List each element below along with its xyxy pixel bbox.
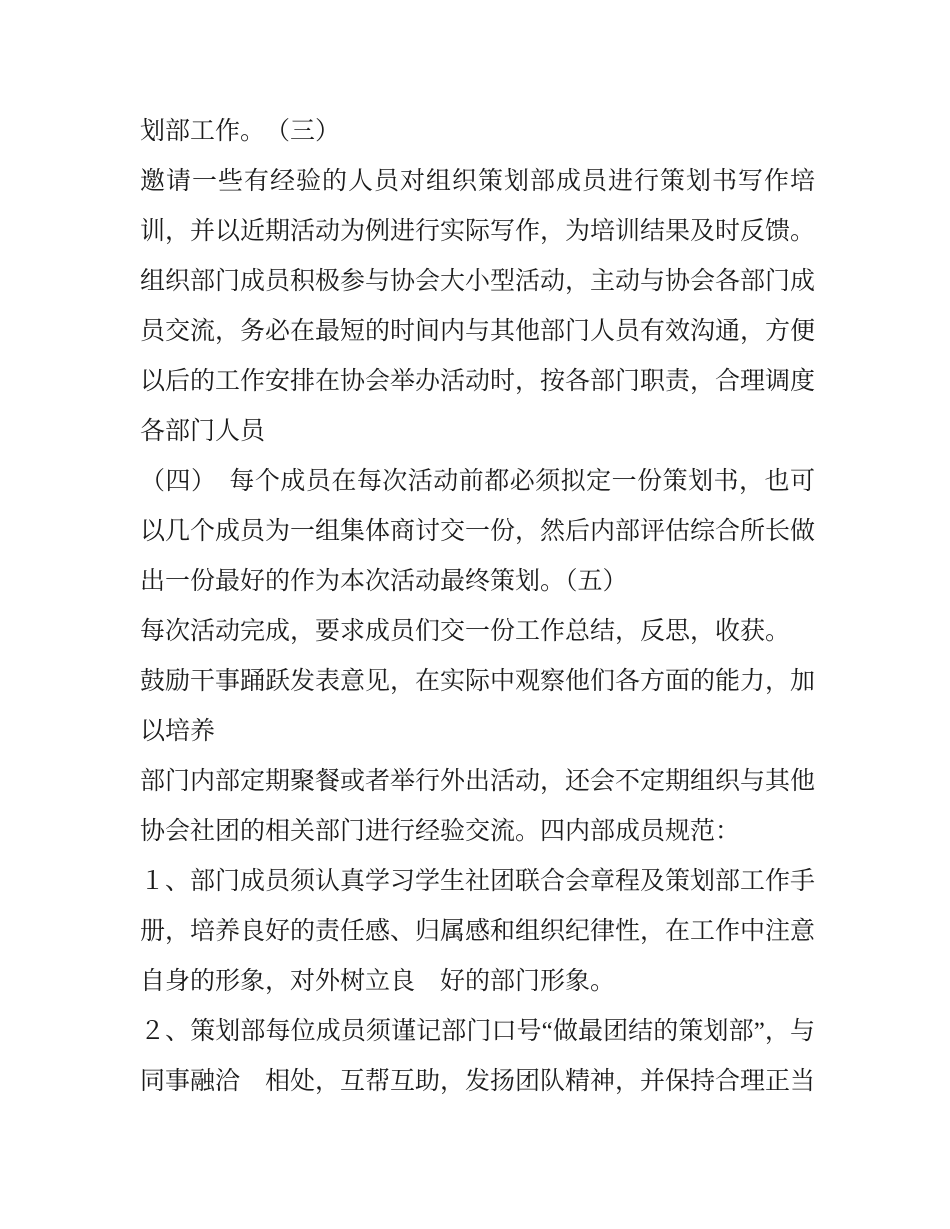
text-line: 划部工作。 （三） [140,118,341,145]
text-line: 组织部门成员积极参与协会大小型活动，主动与协会各部门成 [140,268,816,295]
text-line: 以后的工作安排在协会举办活动时，按各部门职责，合理调度 [140,368,816,395]
text-line: 员交流，务必在最短的时间内与其他部门人员有效沟通，方便 [140,318,816,345]
text-line: 出一份最好的作为本次活动最终策划。（五） [140,568,628,595]
text-block [140,107,815,1107]
text-line: 鼓励干事踊跃发表意见，在实际中观察他们各方面的能力，加 [140,668,816,695]
text-line: ２、策划部每位成员须谨记部门口号“做最团结的策划部”，与 [140,1018,815,1045]
text-line: １、部门成员须认真学习学生社团联合会章程及策划部工作手 [140,868,816,895]
text-line: 以几个成员为一组集体商讨交一份，然后内部评估综合所长做 [140,518,816,545]
text-line: 训，并以近期活动为例进行实际写作，为培训结果及时反馈。 [140,218,816,245]
text-line: （四） 每个成员在每次活动前都必须拟定一份策划书，也可 [140,468,815,495]
text-line: 以培养 [140,718,216,745]
text-line: 邀请一些有经验的人员对组织策划部成员进行策划书写作培 [140,168,815,195]
text-line: 册，培养良好的责任感、归属感和组织纪律性，在工作中注意 [140,918,816,945]
text-line: 每次活动完成，要求成员们交一份工作总结，反思，收获。 [140,618,791,645]
text-line: 协会社团的相关部门进行经验交流。四内部成员规范： [140,818,741,845]
text-line: 部门内部定期聚餐或者举行外出活动，还会不定期组织与其他 [140,768,816,795]
text-line: 各部门人员 [140,418,266,445]
text-line: 同事融洽 相处，互帮互助，发扬团队精神，并保持合理正当 [140,1068,816,1095]
text-line: 自身的形象，对外树立良 好的部门形象。 [140,968,616,995]
